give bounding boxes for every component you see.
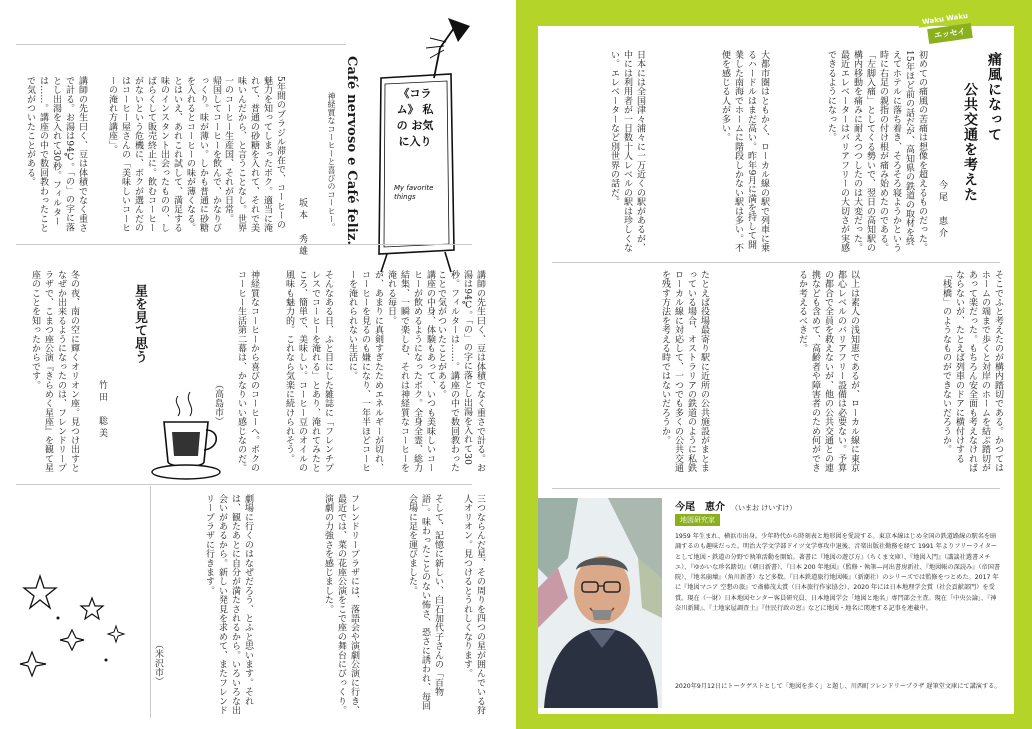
author-photo-image	[538, 498, 662, 708]
essay-body-col5: 以上は素人の浅知恵であるが、ローカル線に東京都心レベルのバリアフリー設備は必要ない。予算の都合で全員を救えないが、他の公共交通との連携なども含めて、高齢者や障害者のため何ができるか考えるべきだ。	[797, 270, 859, 473]
essay-body-col4: そこでふと考えたのが構内踏切である。かつてはホームの端まで歩くと対岸のホームを結ぶ踏切があって楽だった。もちろん安全面も考えなければならないが、たとえば列車のドアに横付けする「桟橋」のようなものができないだろうか。	[941, 270, 1003, 473]
essay-divider-1	[552, 262, 1000, 263]
column-body-col7: そんなある日、ふと目にした雑誌に「フレンチプレスでコーヒーを淹れる」とあり、淹れてみたところ、簡単で、美味しい。コーヒー豆のオイルの風味も魅力的。これなら気楽に続けられそう。	[284, 270, 333, 473]
essay-title-line2: 公共交通を考えた	[962, 82, 978, 202]
essay-body-col2: 大都市圏はともかく、ローカル線の駅で列車に乗るハードルはまだ高い。昨年9月に満を持して開業した南海でホームに階段しかない駅は多い。不便を感じる人が多い。	[720, 50, 769, 253]
stars-body-col3: そして、記憶に新しい、白石加代子さんの「百物語」。味わったことのない怖さ、恐さに誘われ、毎回会場に足を運びました。	[407, 494, 443, 711]
column-body-col3: 講師の先生曰く、豆は体積でなく重さで計る。お湯は94℃。「の」の字に落とし出湯を入れて30秒。フィルターは……。講座の中で数回教わったことで気がついたことがある。	[25, 76, 87, 233]
essay-divider-2	[552, 488, 1000, 489]
column-body-col6: が、あまりに真剣すぎたためエネルギーが切れ、コーヒーを見るのも嫌になり、一年半ほどコーヒーを淹れられない生活に。	[347, 270, 383, 473]
stars-title: 星を見て思う	[132, 284, 147, 364]
essay-body-col1: 初めての痛風の苦痛は想像を超えるものだった。15年ほど前の話だが、高知県の鉄道の取材を終えてホテルに落ち着き、そろそろ寝ようかという時に右足の親指の付け根が痛み始めたのである。「左脚入痛」としてくる勢いで、翌日の高知駅の構内移動を痛みに耐えつつしたのは大変だった。最近エレベーターはバリアフリーの大切さが実感できるようになった。	[826, 50, 927, 253]
column-body-col5: 講座の中身、体験もあって、いつも美味しいコーヒーが飲めるようになったボク。全身全霊、総力結集、一瞬で楽しむ、それは神経質なコーヒーを淹れる毎日。	[386, 270, 435, 473]
column-body-col4: 講師の先生曰く、豆は体積でなく重さで計る。お湯は94℃。「の」の字に落とし出湯を入れて30秒。フィルターは……。講座の中で数回教わったことで気がついたことがある。	[436, 270, 485, 473]
column-body-col2: 帰国してコーヒーを飲んで、かなりびっくり。味が薄い。しかも普通に砂糖を入れるとコーヒーの味が薄くなる。とはいえ、あれこれ試して、満足する味のインスタント出会ったものの、しばらくして販売終止に。飲むコーヒーがないという危機に、ボクが選んだのはコーヒー屋さんの「美味しいコーヒーの淹れ方講座」。	[107, 76, 221, 233]
column-body-col8: 神経質なコーヒーから喜びのコーヒーへ。ボクのコーヒー生活第二幕は、かなりいい感じなのだ。	[236, 270, 259, 473]
stars-body-col5: 劇場に行くのはなぜだろう、とふと思います。それは、観たあとに自分が満たされるから。いろいろな出会いがあるから。新しい発見を求めて、またフレンドリープラザに行きます。	[204, 494, 253, 715]
author-event-note: 2020年9月12日にトークゲストとして「地図を歩く」と題し、川西町フレンドリープラザ 遅筆堂文庫にて講演する。	[675, 683, 1001, 690]
badge-english: Waku Waku	[918, 10, 973, 27]
stars-body-col4: フレンドリープラザには、落語会や演劇公演に行き、最近では、菜の花座公演をこで座の舞台にびっくり。演劇の力強さを感じました。	[323, 494, 359, 715]
stars-body-col2: 三つならんだ星、その周りを四つの星が囲んでいる狩人オリオン。見つけるとうれしくなります。	[462, 494, 485, 715]
column-sign	[382, 72, 450, 262]
author-name-reading: （いまお けいすけ）	[731, 504, 797, 512]
author-name	[675, 498, 796, 513]
author-name-text: 今尾 恵介	[675, 502, 725, 513]
column-sign-location: （高島市）	[213, 380, 223, 426]
column-title: Café nervoso e Café feliz.	[344, 56, 359, 246]
sign-english: My favorite things	[394, 184, 434, 201]
coffee-cup-illustration	[148, 388, 230, 484]
essay-title-line1: 痛風になって	[986, 52, 1002, 142]
essay-author: 今尾 恵介	[937, 180, 947, 240]
stars-sign-location: （米沢市）	[153, 640, 163, 686]
author-profile	[538, 492, 1008, 718]
column-subtitle: 神経質なコーヒーと喜びのコーヒー。	[327, 92, 336, 232]
stars-author: 竹田 聡美	[97, 380, 107, 440]
divider-top-short	[16, 44, 346, 45]
stars-doodle	[22, 566, 142, 686]
column-author: 坂本 秀雄	[297, 198, 307, 258]
author-title-tag: 地図研究家	[675, 514, 720, 526]
essay-body-col6: たとえば役場最寄り駅に近所の公共施設がまとまっている場合、オストラリアの鉄道のように私鉄ローカル線に対応して、一つでも多くの公共交通を残す方法を考える時ではないだろうか。	[660, 270, 709, 473]
divider-mid	[16, 484, 472, 485]
essay-body-col3: 日本には全国津々浦々に一万近くの駅があるが、中には利用者が一日数十人レベルの駅は珍しくない。エレベーターなど別世界の話だ。	[609, 50, 645, 253]
desk-lamp-illustration	[400, 12, 480, 82]
stars-body-col1: 冬の夜、南の空に輝くオリオン座。見つけ出すとなぜか出来るようになったのは、フレンドリープラザで、こまつ座公演『きらめく星座』を観て星座のことを知ったからです。	[30, 270, 79, 473]
essay-badge	[918, 11, 980, 42]
column-body-col1: 5年間のブラジル滞在で、コーヒーの魅力を知ってしまったボク。適当に淹れて、普通の砂糖を入れて、それで美味いんだから、と言うことなし。世界一のコーヒー生産国、それが日常。	[223, 76, 285, 233]
author-photo	[538, 498, 662, 708]
divider-top	[16, 244, 472, 245]
author-bio: 1959 年生まれ、横浜市出身。少年時代から時刻表と地形図を愛読する。東京本線はじめ全国の鉄道路線の駅名を暗誦するのも趣味だった。明治大学文学部ドイツ文学専攻中退後、音楽出版社勤務を経て 1991 年よりフリーライターとして地図・鉄道の分野で執筆活動を開始。著書に『地図の遊び方』（ちくま文庫）、『地図入門』（講談社選書メチエ）、『ゆかいな珍名踏切』（朝日新書）、『日本 200 年地図』（監修・執筆—河出書房新社、『地図帳の深読み』（帝国書院）、『地名崩壊』（角川新書）など多数。『日本鉄道旅行地図帳』（新潮社）のシリーズでは監修をつとめた。2017 年に『地図マニア 空想の旅』で斎藤茂太賞（日本旅行作家協会）、2020 年には日本地理学会賞（社会貢献部門）を受賞。現在（一財）日本地図センター客員研究員、日本地図学会「地図と地名」専門部会主査。現在「中央公論」、『神奈川新聞』、『土地家屋調査士』『住民行政の窓』などに地図・地名に関連する記事を連載中。	[675, 533, 1001, 613]
sign-label: 《コラム》 私の お気に入り	[396, 87, 434, 148]
badge-japanese: エッセイ	[927, 23, 972, 44]
